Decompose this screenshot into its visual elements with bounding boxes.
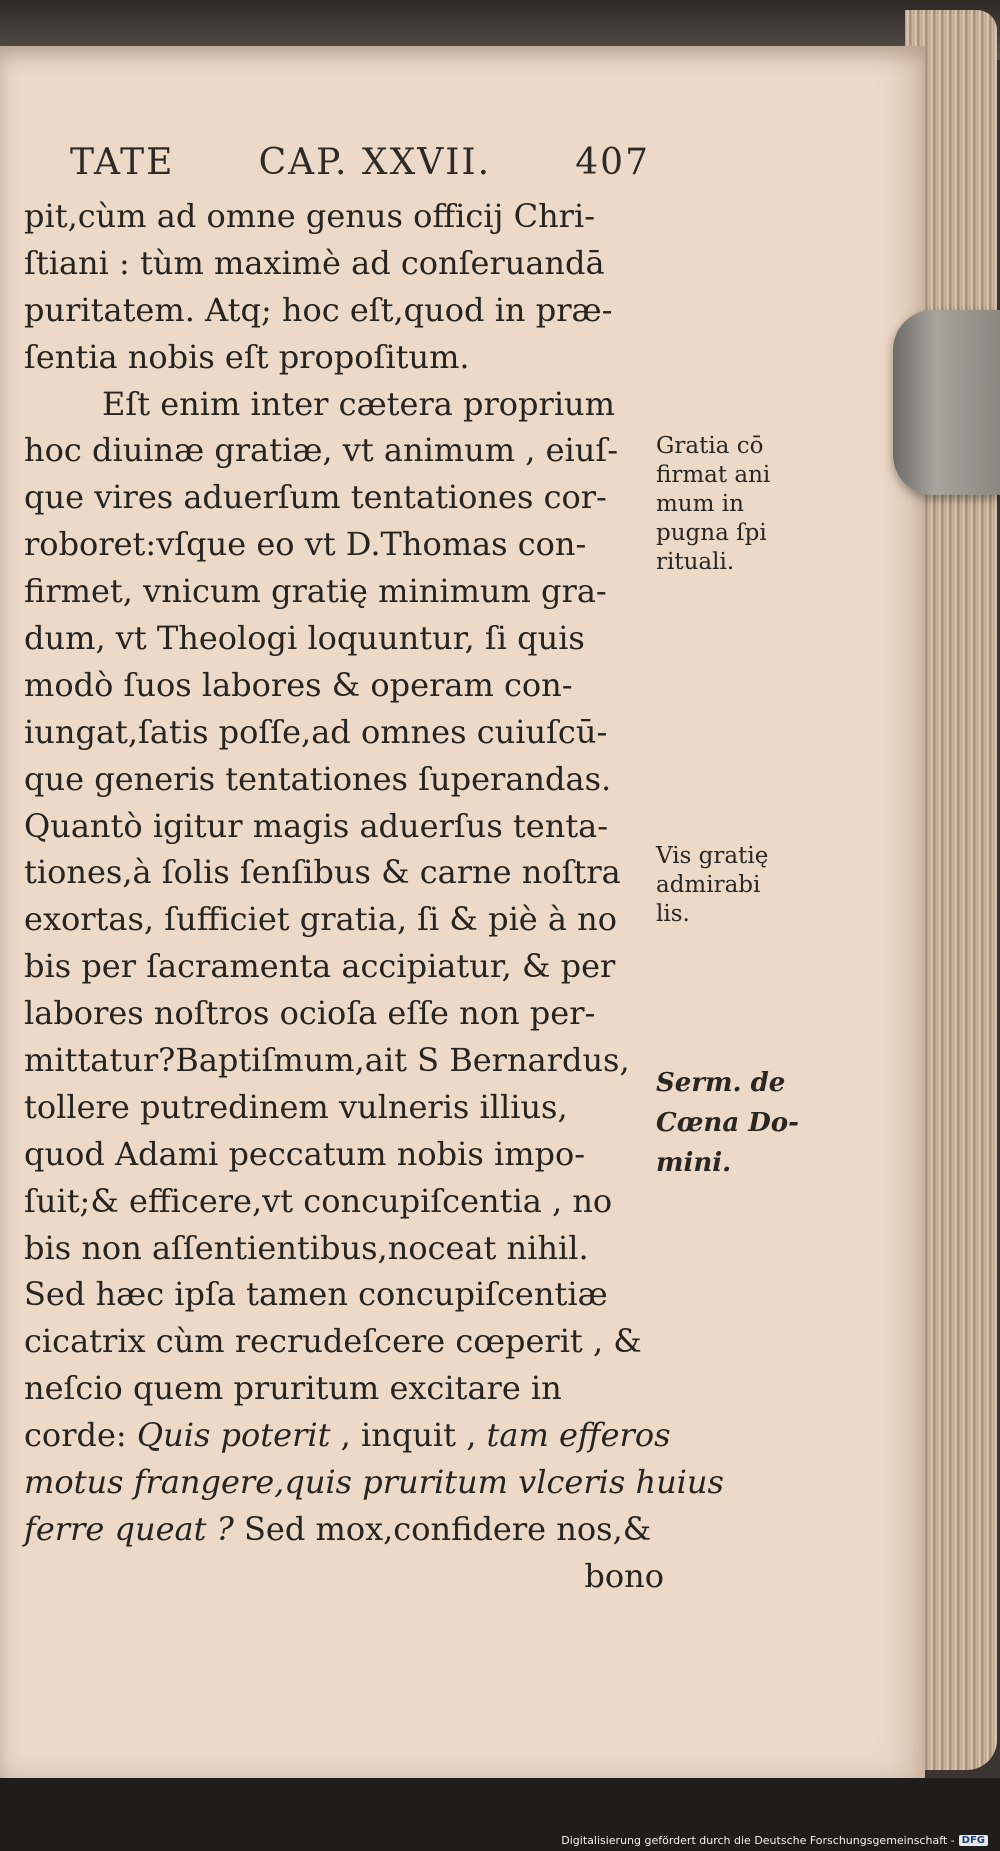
credit-text: Digitalisierung gefördert durch die Deutsche Forschungsgemeinschaft - <box>561 1834 955 1847</box>
text-line <box>24 1412 671 1459</box>
text-line: bis per ſacramenta accipiatur, & per <box>24 947 616 986</box>
text-span: , inquit , <box>330 1416 487 1455</box>
text-line: Quantò igitur magis aduerſus tenta- <box>24 806 609 845</box>
bookmark-ribbon <box>893 310 1000 495</box>
text-line: firmet, vnicum gratię minimum gra- <box>24 572 607 611</box>
text-line: tiones,à ſolis ſenſibus & carne noſtra <box>24 853 621 892</box>
text-line: modò ſuos labores & operam con- <box>24 665 573 704</box>
text-span: Sed mox,confidere nos,& <box>233 1509 652 1548</box>
italic-quote: Quis poterit <box>136 1416 331 1455</box>
text-line: roboret:vſque eo vt D.Thomas con- <box>24 525 587 564</box>
margin-note-vis-gratiae <box>656 842 836 929</box>
text-line: que vires aduerſum tentationes cor- <box>24 478 607 517</box>
text-line <box>24 1506 664 1553</box>
dfg-logo: DFG <box>959 1835 988 1846</box>
margin-note-line: admirabi <box>656 872 761 898</box>
margin-note-line: Serm. de <box>656 1068 786 1098</box>
text-line: Sed hæc ipſa tamen concupiſcentiæ <box>24 1275 608 1314</box>
text-line: puritatem. Atq; hoc eſt,quod in præ- <box>24 290 613 329</box>
text-line: pit,cùm ad omne genus officij Chri- <box>24 197 596 235</box>
margin-note-grace <box>656 432 836 577</box>
text-line: mittatur?Baptiſmum,ait S Bernardus, <box>24 1041 630 1080</box>
italic-quote: ferre queat ? <box>24 1509 234 1548</box>
text-line: tollere putredinem vulneris illius, <box>24 1087 568 1126</box>
text-line: ſentia nobis eſt propoſitum. <box>24 337 470 376</box>
margin-note-line: mini. <box>656 1148 732 1178</box>
text-line: ſuit;& efficere,vt concupiſcentia , no <box>24 1181 613 1220</box>
scan-footer-band <box>0 1778 1000 1851</box>
running-head-chapter: CAP. XXVII. <box>258 142 492 183</box>
text-line: bono <box>584 1556 664 1595</box>
text-line: labores noſtros ocioſa eſſe non per- <box>24 994 596 1033</box>
text-line: iungat,ſatis poſſe,ad omnes cuiuſcū- <box>24 712 608 751</box>
text-line: Eſt enim inter cætera proprium <box>102 384 615 423</box>
margin-note-line: rituali. <box>656 549 735 575</box>
margin-note-line: Gratia cō <box>656 433 764 459</box>
text-line: exortas, ſufficiet gratia, ſi & piè à no <box>24 900 618 939</box>
margin-note-line: pugna ſpi <box>656 520 767 546</box>
text-span: corde: <box>24 1416 137 1455</box>
text-line: neſcio quem pruritum excitare in <box>24 1369 562 1408</box>
margin-note-line: Cœna Do- <box>656 1108 799 1138</box>
text-line: dum, vt Theologi loquuntur, ſi quis <box>24 619 585 658</box>
running-head-left: TATE <box>70 142 175 183</box>
text-line: que generis tentationes ſuperandas. <box>24 759 612 798</box>
page-number: 407 <box>575 142 650 183</box>
margin-note-line: Vis gratię <box>656 843 769 869</box>
italic-quote: tam efferos <box>486 1416 671 1455</box>
text-line: cicatrix cùm recrudeſcere cœperit , & <box>24 1322 642 1361</box>
digitization-credit <box>561 1834 988 1847</box>
margin-note-line: firmat ani <box>656 462 771 488</box>
italic-quote: motus frangere,quis pruritum vlceris huius <box>24 1463 724 1502</box>
text-line <box>24 1459 724 1506</box>
margin-note-line: lis. <box>656 901 690 927</box>
text-line: ſtiani : tùm maximè ad conſeruandā <box>24 243 605 282</box>
running-head <box>70 142 650 183</box>
margin-note-sermon-reference <box>656 1063 836 1183</box>
margin-note-line: mum in <box>656 491 744 517</box>
text-line: quod Adami peccatum nobis impo- <box>24 1134 586 1173</box>
text-line: hoc diuinæ gratiæ, vt animum , eiuſ- <box>24 431 619 470</box>
text-line: bis non aſſentientibus,noceat nihil. <box>24 1228 589 1267</box>
